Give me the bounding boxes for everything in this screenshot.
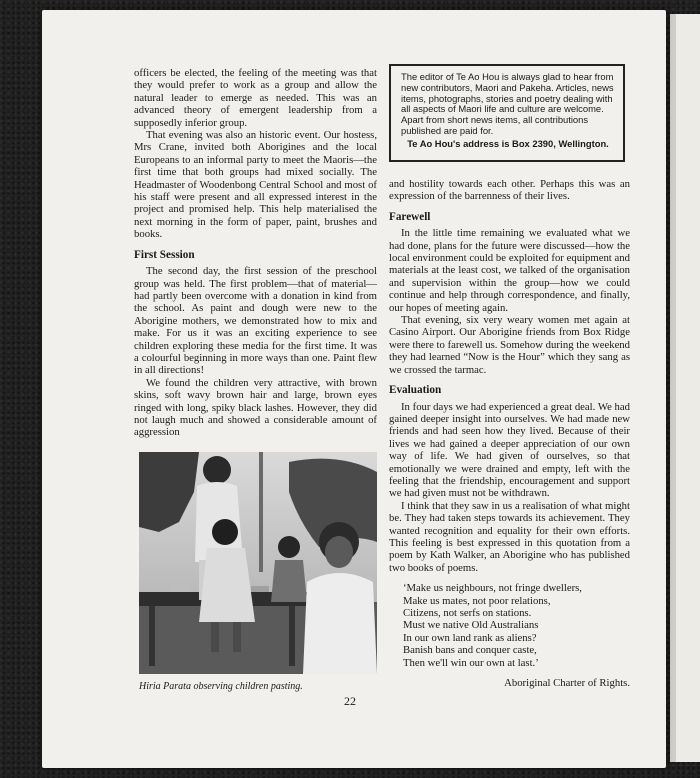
heading-farewell: Farewell <box>389 210 431 223</box>
next-page-edge <box>670 14 700 762</box>
heading-first-session: First Session <box>134 248 195 261</box>
right-paragraph-4: In four days we had experienced a great deal. We had gained deeper insight into ourselves. We had made new friends and had seen how they lived. Because of their lives we had gained a deeper appreciation of our own way of life. We had given of ourselves, so that emotionally we were drained and empty, left with the feeling that the friendship, encouragement and support we had given must not be withdrawn. <box>389 400 630 500</box>
left-paragraph-3: The second day, the first session of the preschool group was held. The first problem—that of material—had partly been overcome with a donation in kind from the school. As paint and dough were new to the Aborigine mothers, we demonstrated how to mix and make. For us it was an exciting experience to see children exploring these media for the first time. It was a colourful beginning in more ways than one. Paint flew in all directions! <box>134 265 377 377</box>
left-column <box>134 67 377 439</box>
right-column <box>389 178 630 689</box>
left-intro-paragraph: officers be elected, the feeling of the meeting was that they would prefer to work as a group and allow the natural leader to emerge as needed. This was an advanced theory of emergent leadership from a supposedly inferior group. <box>134 67 377 129</box>
editor-notice-text: The editor of Te Ao Hou is always glad to hear from new contributors, Maori and Pakeha. Articles, news items, photographs, stories and poetry dealing with all aspects of Maori life and culture are welcome. Apart from short news items, all contributions published are paid for. <box>401 71 614 136</box>
poem-line: Then we'll win our own at last.’ <box>403 656 539 669</box>
poem-quotation <box>403 582 630 669</box>
right-paragraph-3: That evening, six very weary women met again at Casino Airport. Our Aborigine friends from Box Ridge were there to farewell us. Somehow during the weekend they had learned “Now is the Hour” which they sang as we crossed the tarmac. <box>389 314 630 376</box>
poem-source: Aboriginal Charter of Rights. <box>504 677 630 690</box>
poem-line: ‘Make us neighbours, not fringe dwellers, <box>403 582 582 595</box>
photo-children-pasting <box>139 452 377 674</box>
page-number: 22 <box>344 694 356 708</box>
poem-line: In our own land rank as aliens? <box>403 631 537 644</box>
heading-evaluation: Evaluation <box>389 384 442 397</box>
left-paragraph-4: We found the children very attractive, with brown skins, soft wavy brown hair and large, brown eyes ringed with long, spiky black lashes. However, they did not laugh much and showed a considerable amount of aggression <box>134 376 377 439</box>
left-paragraph-2: That evening was also an historic event. Our hostess, Mrs Crane, invited both Aborigines and the local Europeans to an informal party to meet the Maoris—the first time that both groups had mixed socially. The Headmaster of Woodenbong Central School and most of his staff were present and all expressed interest in the project and promised help. This help materialised the next morning in the form of paper, paint, brushes and books. <box>134 129 377 241</box>
right-paragraph-5: I think that they saw in us a realisation of what might be. They had taken steps towards its achievement. They wanted recognition and equality for their own efforts. This feeling is best expressed in this quotation from a poem by Kath Walker, an Aborigine who has published two books of poems. <box>389 499 630 574</box>
editor-address: Te Ao Hou's address is Box 2390, Wellington. <box>407 137 609 149</box>
right-paragraph-2: In the little time remaining we evaluated what we had done, plans for the future were discussed—how the local environment could be exploited for equipment and materials at the least cost, we talked of the organisation and supervision within the group—how we could continue and help through correspondence, and finally, our hopes of meeting again. <box>389 227 630 314</box>
poem-line: Must we native Old Australians <box>403 619 539 632</box>
poem-line: Make us mates, not poor relations, <box>403 594 551 607</box>
poem-line: Banish bans and conquer caste, <box>403 644 537 657</box>
editor-notice-box <box>389 64 625 162</box>
photo-caption: Hiria Parata observing children pasting. <box>139 681 303 692</box>
poem-line: Citizens, not serfs on stations. <box>403 607 532 619</box>
right-paragraph-1: and hostility towards each other. Perhaps this was an expression of the barrenness of their lives. <box>389 178 630 203</box>
